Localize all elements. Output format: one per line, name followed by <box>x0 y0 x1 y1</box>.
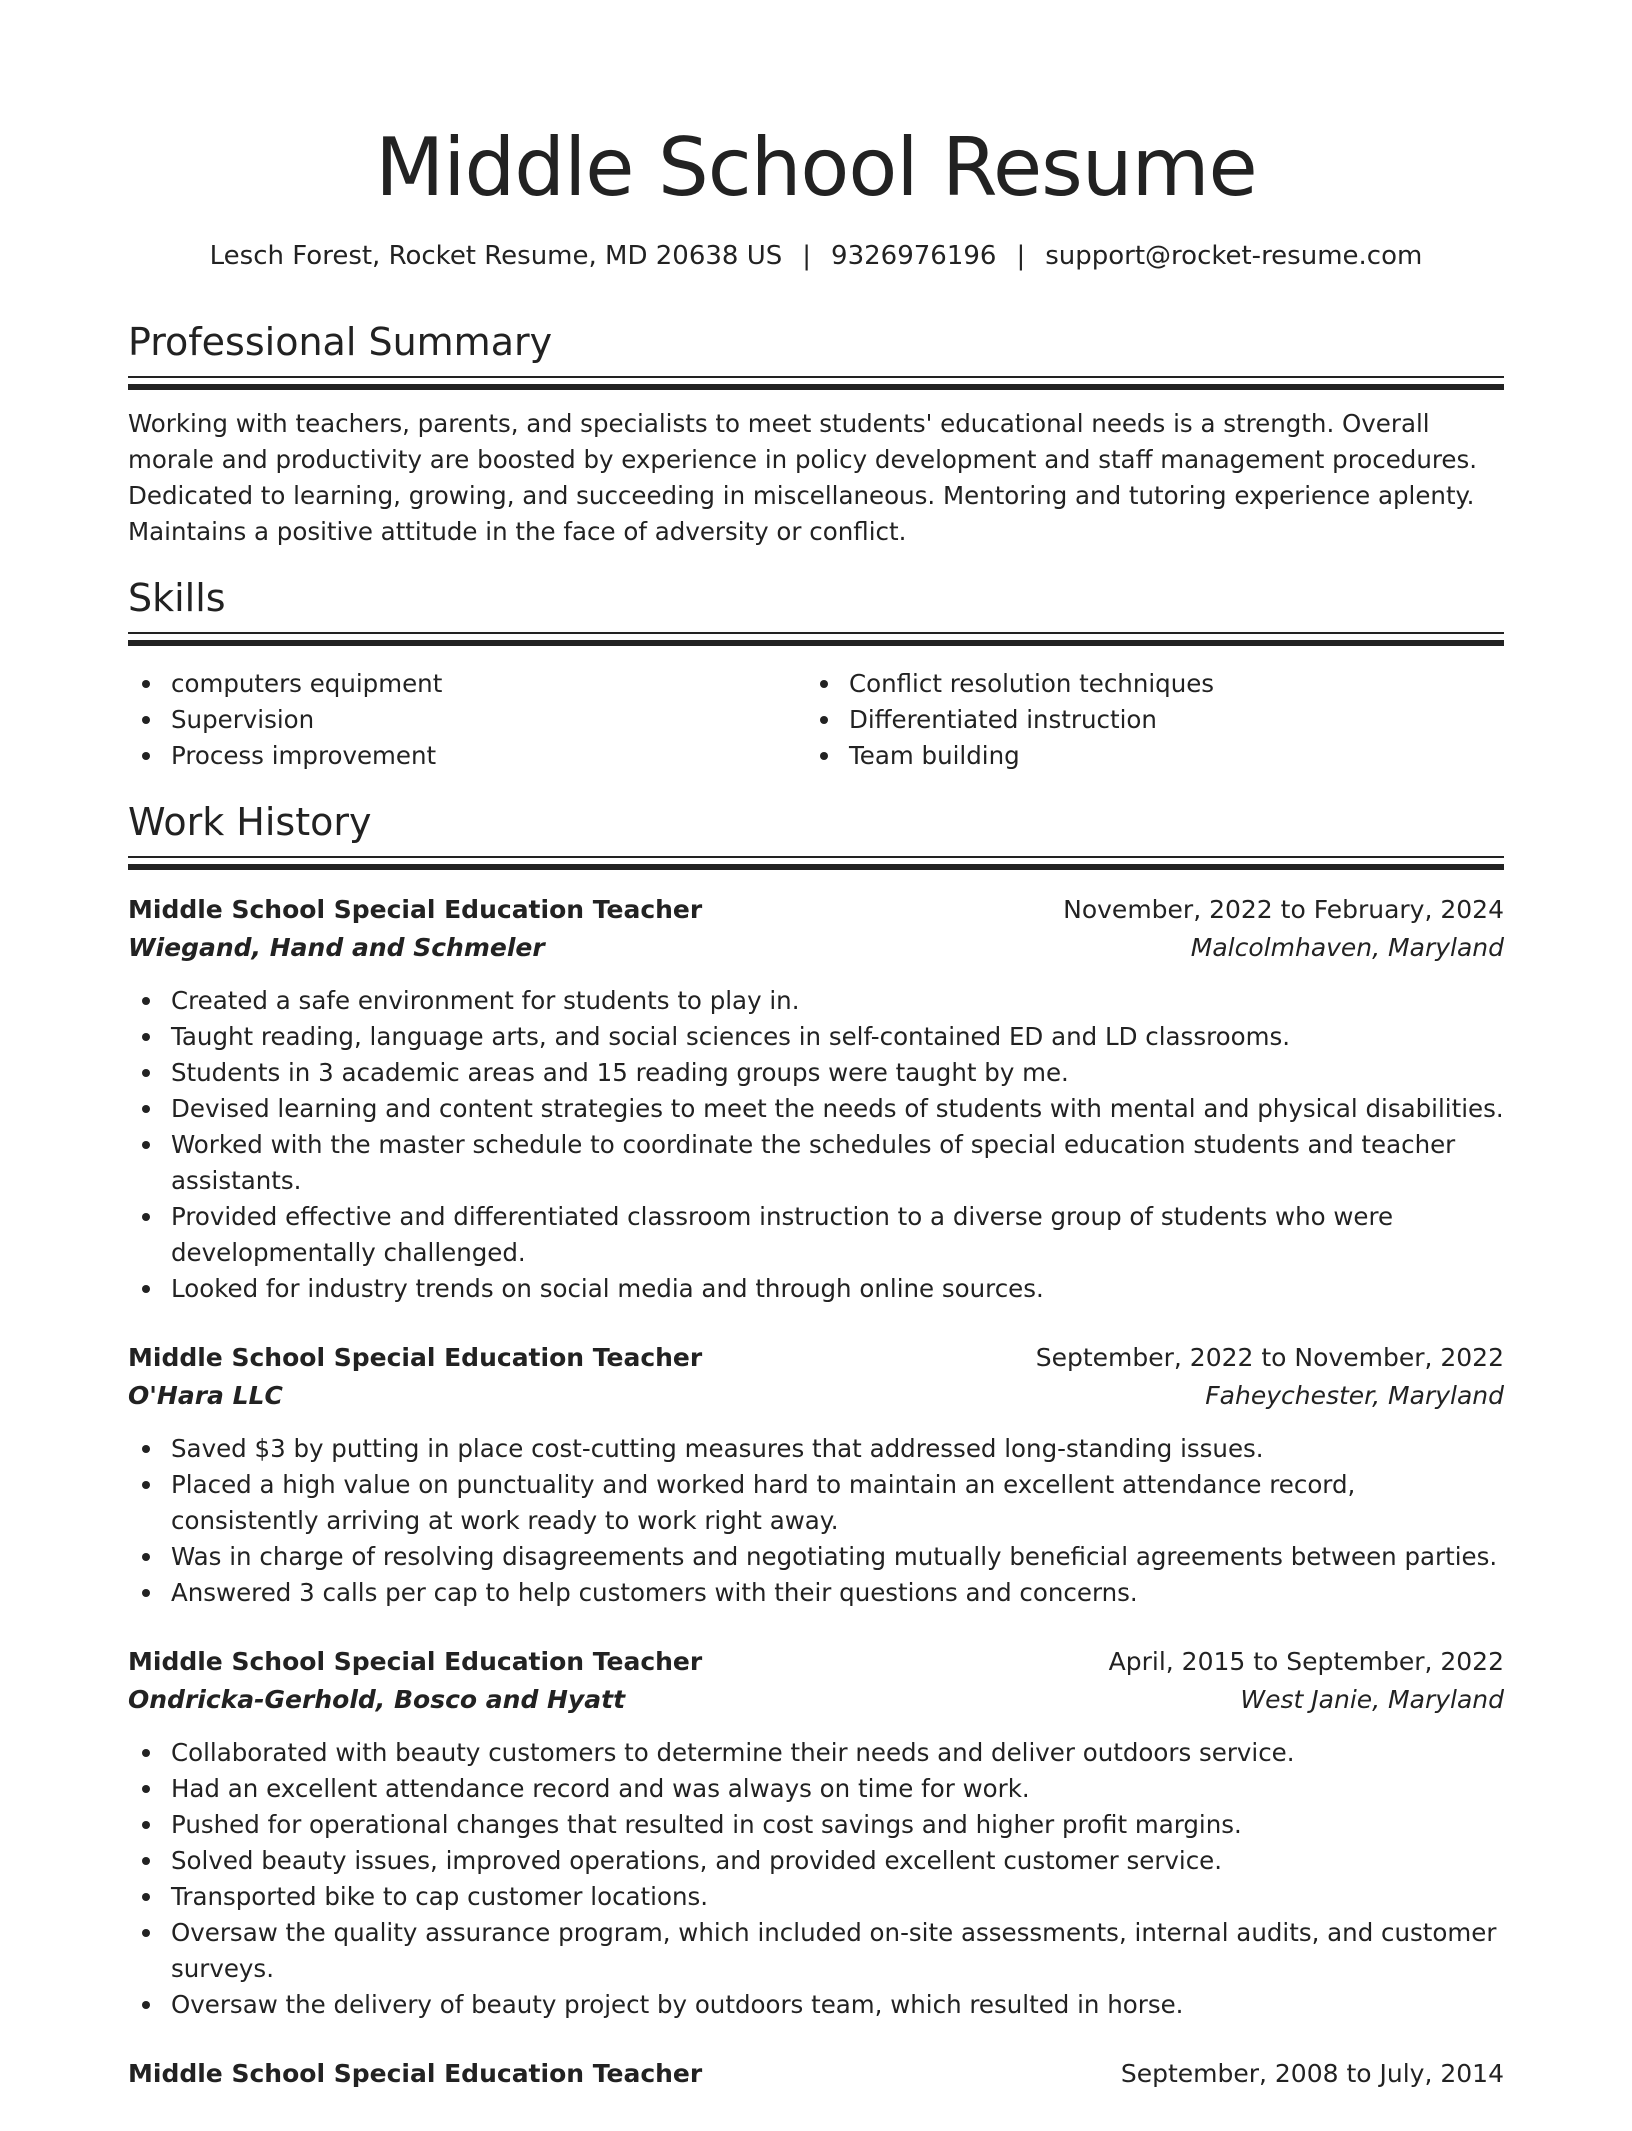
job-title: Middle School Special Education Teacher <box>128 2059 703 2088</box>
skill-item: computers equipment <box>128 666 788 702</box>
job-title: Middle School Special Education Teacher <box>128 1647 703 1676</box>
contact-line <box>0 238 1632 274</box>
job-location: West Janie, Maryland <box>1240 1685 1504 1714</box>
job-bullet: Looked for industry trends on social media and through online sources. <box>128 1271 1504 1307</box>
job-bullet: Students in 3 academic areas and 15 reading groups were taught by me. <box>128 1055 1504 1091</box>
skill-item: Supervision <box>128 702 788 738</box>
section-title-work-history: Work History <box>128 800 372 844</box>
job-dates: September, 2022 to November, 2022 <box>1035 1343 1504 1372</box>
contact-separator: | <box>802 241 812 271</box>
job-dates: September, 2008 to July, 2014 <box>1120 2059 1504 2088</box>
job-entry <box>128 2055 1504 2131</box>
job-bullet: Provided effective and differentiated classroom instruction to a diverse group of students who were developmentally challenged. <box>128 1199 1504 1271</box>
job-bullets <box>128 1735 1504 2023</box>
job-bullet: Answered 3 calls per cap to help customers with their questions and concerns. <box>128 1575 1504 1611</box>
job-bullet: Taught reading, language arts, and social sciences in self-contained ED and LD classrooms. <box>128 1019 1504 1055</box>
skill-item: Process improvement <box>128 738 788 774</box>
job-bullet: Oversaw the quality assurance program, which included on-site assessments, internal audits, and customer surveys. <box>128 1915 1504 1987</box>
job-bullet: Placed a high value on punctuality and worked hard to maintain an excellent attendance record, consistently arriving at work ready to work right away. <box>128 1467 1504 1539</box>
job-dates: November, 2022 to February, 2024 <box>1063 895 1504 924</box>
section-title-summary: Professional Summary <box>128 320 553 364</box>
job-bullet: Solved beauty issues, improved operations, and provided excellent customer service. <box>128 1843 1504 1879</box>
contact-separator: | <box>1016 241 1026 271</box>
resume-title: Middle School Resume <box>375 121 1257 214</box>
job-bullet: Had an excellent attendance record and was always on time for work. <box>128 1771 1504 1807</box>
skill-item: Conflict resolution techniques <box>806 666 1466 702</box>
job-bullet: Collaborated with beauty customers to determine their needs and deliver outdoors service. <box>128 1735 1504 1771</box>
contact-address: Lesch Forest, Rocket Resume, MD 20638 US <box>209 241 783 271</box>
skills-list-left <box>128 666 788 774</box>
job-bullet: Oversaw the delivery of beauty project by outdoors team, which resulted in horse. <box>128 1987 1504 2023</box>
job-bullet: Saved $3 by putting in place cost-cutting measures that addressed long-standing issues. <box>128 1431 1504 1467</box>
job-bullets <box>128 983 1504 1307</box>
skill-item: Differentiated instruction <box>806 702 1466 738</box>
job-bullet: Created a safe environment for students to play in. <box>128 983 1504 1019</box>
job-dates: April, 2015 to September, 2022 <box>1108 1647 1504 1676</box>
job-company: Ondricka-Gerhold, Bosco and Hyatt <box>128 1685 626 1714</box>
job-company: O'Hara LLC <box>128 1381 283 1410</box>
job-company: Wiegand, Hand and Schmeler <box>128 933 545 962</box>
summary-text: Working with teachers, parents, and specialists to meet students' educational needs is a strength. Overall morale and productivity are boosted by experience in policy development and staff management procedures. Dedicated to learning, growing, and succeeding in miscellaneous. Mentoring and tutoring experience aplenty. Maintains a positive attitude in the face of adversity or conflict. <box>128 409 1478 546</box>
job-entry <box>128 1643 1504 2023</box>
job-entry <box>128 891 1504 1307</box>
job-entry <box>128 1339 1504 1611</box>
job-bullet: Pushed for operational changes that resulted in cost savings and higher profit margins. <box>128 1807 1504 1843</box>
job-location: Faheychester, Maryland <box>1205 1381 1504 1410</box>
section-title-skills: Skills <box>128 576 226 620</box>
job-bullets <box>128 1431 1504 1611</box>
job-location: Malcolmhaven, Maryland <box>1190 933 1504 962</box>
skill-item: Team building <box>806 738 1466 774</box>
job-bullet: Was in charge of resolving disagreements and negotiating mutually beneficial agreements between parties. <box>128 1539 1504 1575</box>
job-bullet: Transported bike to cap customer locations. <box>128 1879 1504 1915</box>
section-divider <box>128 856 1504 870</box>
section-divider <box>128 632 1504 646</box>
skills-list-right <box>806 666 1466 774</box>
job-bullet: Worked with the master schedule to coordinate the schedules of special education students and teacher assistants. <box>128 1127 1504 1199</box>
job-title: Middle School Special Education Teacher <box>128 895 703 924</box>
section-divider <box>128 376 1504 390</box>
contact-phone: 9326976196 <box>831 241 997 271</box>
contact-email[interactable]: support@rocket-resume.com <box>1045 241 1423 271</box>
job-bullet: Devised learning and content strategies to meet the needs of students with mental and physical disabilities. <box>128 1091 1504 1127</box>
job-title: Middle School Special Education Teacher <box>128 1343 703 1372</box>
